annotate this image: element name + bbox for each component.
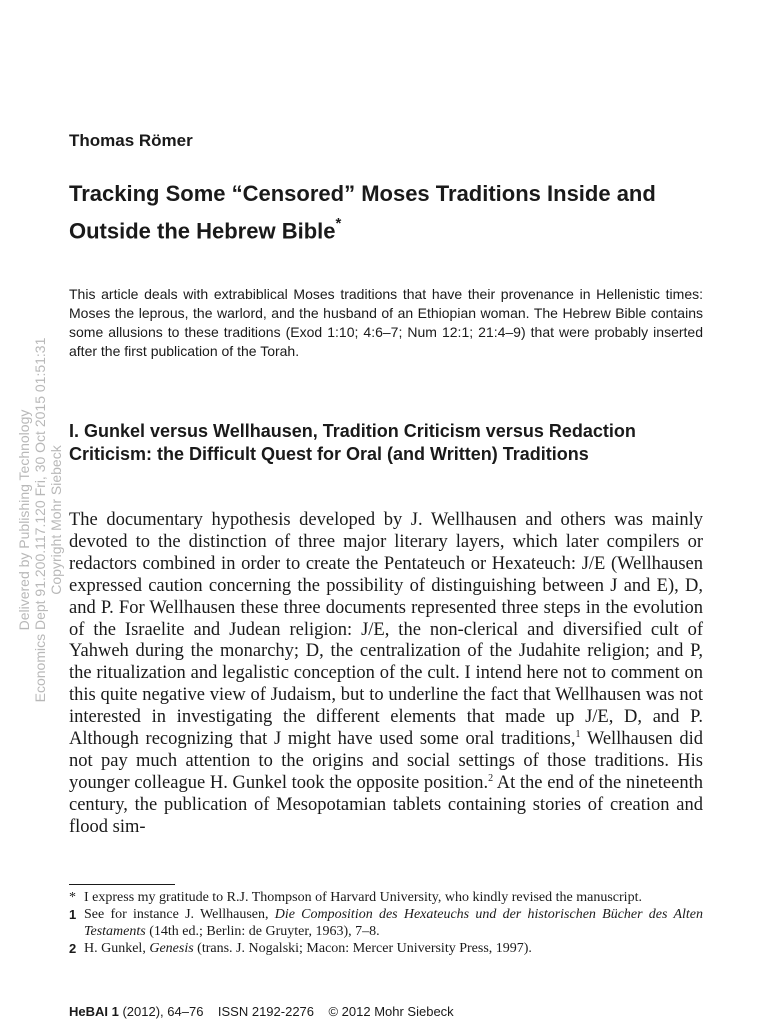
body-text: At the end of the nineteenth century, the publication of Mesopotamian tablets containing stories of creation and flood sim- (69, 772, 703, 837)
body-text: Wellhausen did not pay much attention to the origins and social settings of those traditions. His younger colleague H. Gunkel took the opposite position. (69, 729, 703, 793)
footnote-text-part: See for instance J. Wellhausen, (84, 907, 275, 922)
author-name: Thomas Römer (69, 131, 193, 150)
footnote-2 (69, 940, 703, 957)
footnote-text-part: (trans. J. Nogalski; Macon: Mercer University Press, 1997). (193, 941, 532, 956)
watermark-line: Economics Dept 91.200.117.120 Fri, 30 Oct 2015 01:51:31 (32, 337, 48, 703)
section-heading: I. Gunkel versus Wellhausen, Tradition Criticism versus Redaction Criticism: the Difficult Quest for Oral (and Written) Traditions (69, 421, 636, 464)
abstract: This article deals with extrabiblical Moses traditions that have their provenance in Hellenistic times: Moses the leprous, the warlord, and the husband of an Ethiopian woman. The Hebrew Bible contains some allusions to these traditions (Exod 1:10; 4:6–7; Num 12:1; 21:4–9) that were probably inserted after the first publication of the Torah. (69, 286, 703, 359)
body-paragraph (69, 510, 703, 839)
footnote-divider (69, 884, 175, 885)
footnote-text-part: H. Gunkel, (84, 941, 150, 956)
footnote-text: I express my gratitude to R.J. Thompson of Harvard University, who kindly revised the manuscript. (84, 890, 642, 905)
issn: ISSN 2192-2276 (217, 1004, 315, 1019)
article-title (69, 178, 709, 247)
watermark-line: Copyright Mohr Siebeck (48, 445, 64, 595)
footnote-star (69, 889, 703, 906)
article-title-text: Tracking Some “Censored” Moses Traditions Inside and Outside the Hebrew Bible (69, 181, 656, 244)
journal-name: HeBAI 1 (69, 1004, 119, 1019)
body-text: The documentary hypothesis developed by J. Wellhausen and others was mainly devoted to the distinction of three major literary layers, which later compilers or redactors combined in order to create the Pentateuch or Hexateuch: J/E (Wellhausen expressed caution concerning the possibility of distinguishing between J and E), D, and P. For Wellhausen these three documents represented three steps in the evolution of the Israelite and Judean religion: J/E, the non-clerical and diversified cult of Yahweh during the monarchy; D, the centralization of the Judahite religion; and P, the ritualization and legalistic conception of the cult. I intend here not to comment on this quite negative view of Judaism, but to underline the fact that Wellhausen was not interested in investigating the different elements that made up J/E, D, and P. Although recognizing that J might have used some oral traditions, (69, 510, 703, 750)
footnote-text (84, 906, 703, 940)
footnote-text (84, 940, 703, 957)
footnote-ref-1[interactable]: 1 (575, 728, 581, 740)
footnote-book-title: Die Composition des Hexateuchs und der historischen Bücher des Alten Testaments (84, 907, 703, 939)
journal-citation: (2012), 64–76 (118, 1004, 204, 1019)
footnote-book-title: Genesis (149, 941, 194, 956)
footnote-mark: * (69, 890, 76, 905)
footnote-ref-2[interactable]: 2 (488, 772, 494, 784)
footnote-1 (69, 906, 703, 940)
page-footer (69, 1004, 454, 1019)
footnote-mark: 2 (69, 941, 77, 956)
footnote-text-part: (14th ed.; Berlin: de Gruyter, 1963), 7–8. (145, 924, 380, 939)
copyright: © 2012 Mohr Siebeck (328, 1004, 454, 1019)
footnote-mark: 1 (69, 907, 77, 922)
watermark-line: Delivered by Publishing Technology (16, 409, 32, 631)
title-footnote-mark[interactable]: * (335, 215, 342, 232)
footnotes (69, 889, 703, 957)
